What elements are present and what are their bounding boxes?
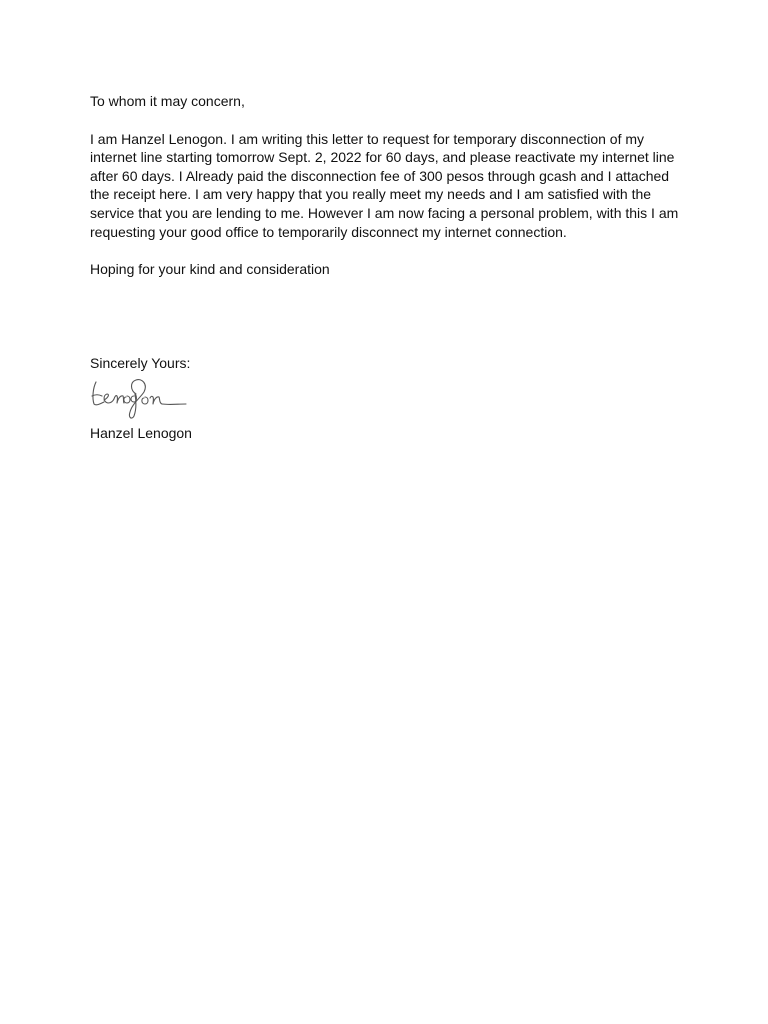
signature-block bbox=[90, 354, 680, 443]
signer-name: Hanzel Lenogon bbox=[90, 425, 192, 442]
handwritten-signature bbox=[90, 374, 190, 422]
closing-line: Hoping for your kind and consideration bbox=[90, 261, 330, 278]
letter-paragraph: I am Hanzel Lenogon. I am writing this letter to request for temporary disconnection of my internet line starting tomorrow Sept. 2, 2022 for 60 days, and please reactivate my internet line after 60 days. I Already paid the disconnection fee of 300 pesos through gcash and I attached the receipt here. I am very happy that you really meet my needs and I am satisfied with the service that you are lending to me. However I am now facing a personal problem, with this I am requesting your good office to temporarily disconnect my internet connection. bbox=[90, 130, 679, 240]
valediction: Sincerely Yours: bbox=[90, 354, 191, 371]
salutation: To whom it may concern, bbox=[90, 93, 245, 109]
letter-body bbox=[90, 92, 680, 443]
